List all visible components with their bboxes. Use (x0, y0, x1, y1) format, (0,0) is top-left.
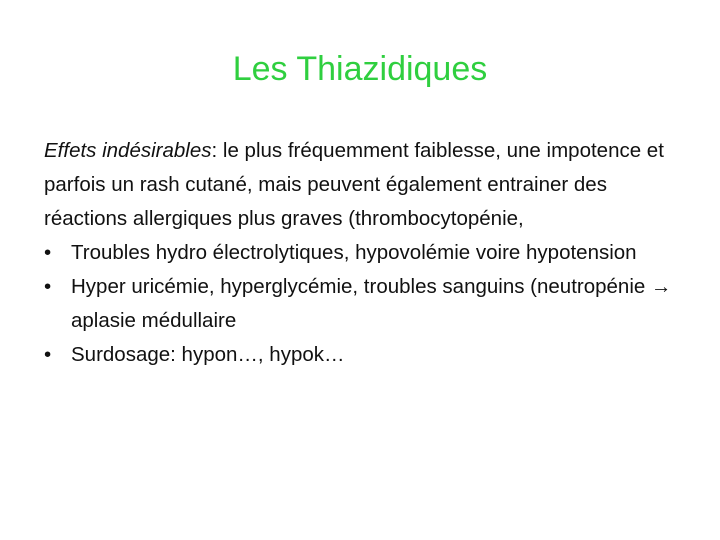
bullet-text: Hyper uricémie, hyperglycémie, troubles sanguins (neutropénie → aplasie médullaire (71, 275, 672, 332)
bullet-icon: • (44, 241, 52, 264)
intro-text: : le plus fréquemment faiblesse, une impotence et parfois un rash cutané, mais peuvent également entrainer des réactions allergiques plus graves (thrombocytopénie, (44, 139, 664, 230)
intro-label: Effets indésirables (44, 139, 212, 162)
slide-body (44, 134, 694, 372)
bullet-list (44, 236, 694, 372)
bullet-text: Troubles hydro électrolytiques, hypovolémie voire hypotension (71, 241, 637, 264)
intro-paragraph (44, 134, 694, 236)
slide-title: Les Thiazidiques (232, 50, 488, 88)
bullet-item (44, 270, 694, 338)
bullet-text: Surdosage: hypon…, hypok… (71, 343, 345, 366)
bullet-item (44, 338, 694, 372)
bullet-icon: • (44, 275, 52, 298)
bullet-icon: • (44, 343, 52, 366)
bullet-item (44, 236, 694, 270)
